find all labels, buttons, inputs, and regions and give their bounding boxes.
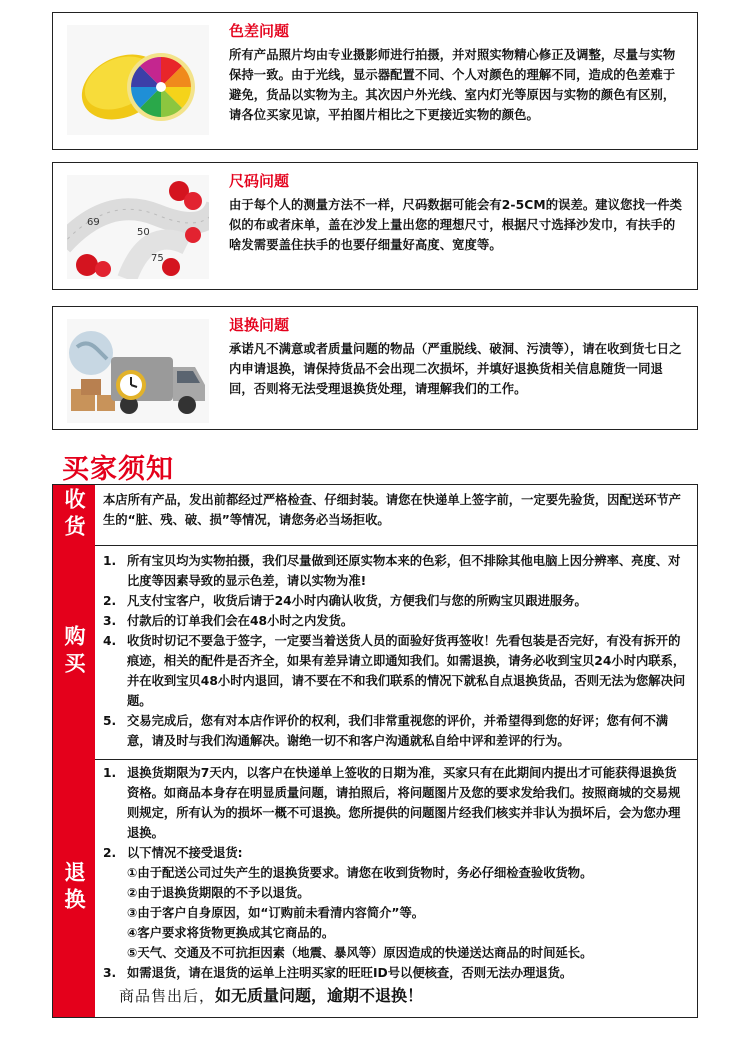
buy-list — [103, 551, 687, 751]
final-statement — [103, 985, 687, 1007]
receive-label-cell — [53, 485, 95, 545]
notice-title: 买家须知 — [62, 454, 174, 485]
returns-section — [53, 759, 697, 1017]
buyer-notice-table — [52, 484, 698, 1018]
list-item: 2. 凡支付宝客户，收货后请于24小时内确认收货，方便我们与您的所购宝贝跟进服务。 — [103, 594, 587, 608]
list-item: 5. 交易完成后，您有对本店作评价的权利，我们非常重视您的评价，并希望得到您的好评；您有何不满意，请及时与我们沟通解决。谢绝一切不和客户沟通就私自给中评和差评的行为。 — [103, 714, 669, 748]
condition-item: ⑤天气、交通及不可抗拒因素（地震、暴风等）原因造成的快递送达商品的时间延长。 — [127, 946, 593, 960]
size-title: 尺码问题 — [229, 172, 290, 190]
condition-item: ④客户要求将货物更换成其它商品的。 — [127, 926, 335, 940]
size-card — [52, 162, 698, 290]
condition-item: ③由于客户自身原因，如“订购前未看清内容简介”等。 — [127, 906, 425, 920]
receive-label: 收货 — [62, 488, 87, 542]
list-item: 2. 以下情况不接受退货: — [103, 846, 243, 860]
receive-text: 本店所有产品，发出前都经过严格检查、仔细封装。请您在快递单上签字前，一定要先验货，因配送环节产生的“脏、残、破、损”等情况，请您务必当场拒收。 — [103, 493, 681, 527]
color-difference-text: 所有产品照片均由专业摄影师进行拍摄，并对照实物精心修正及调整，尽量与实物保持一致。由于光线，显示器配置不同、个人对颜色的理解不同，造成的色差难于避免，货品以实物为主。其次因户外光线、室内灯光等原因与实物的颜色有区别，请各位买家见谅，平拍图片相比之下更接近实物的颜色。 — [229, 48, 676, 122]
color-difference-title: 色差问题 — [229, 22, 290, 40]
color-difference-card — [52, 12, 698, 150]
svg-text:50: 50 — [137, 227, 150, 238]
list-item: 3. 如需退货，请在退货的运单上注明买家的旺旺ID号以便核查，否则无法办理退货。 — [103, 966, 573, 980]
lemon-color-wheel-image — [67, 25, 209, 135]
list-item: 3. 付款后的订单我们会在48小时之内发货。 — [103, 614, 354, 628]
buy-label: 购买 — [62, 625, 87, 679]
list-item: 4. 收货时切记不要急于签字，一定要当着送货人员的面验好货再签收！先看包装是否完好，有没有拆开的痕迹，相关的配件是否齐全，如果有差异请立即通知我们。如需退换，请务必收到宝贝24小时内联系，并在收到宝贝48小时内退回，请不要在不和我们联系的情况下就私自点退换货品，否则无法为您解决问题。 — [103, 634, 686, 708]
receive-section — [53, 485, 697, 546]
returns-text: 承诺凡不满意或者质量问题的物品（严重脱线、破洞、污渍等），请在收到货七日之内申请退换，请保持货品不会出现二次损坏，并填好退换货相关信息随货一同退回，否则将无法受理退换货处理，请理解我们的工作。 — [229, 342, 682, 396]
delivery-truck-image — [67, 319, 209, 423]
buy-section — [53, 545, 697, 760]
returns-card — [52, 306, 698, 430]
condition-item: ①由于配送公司过失产生的退换货要求。请您在收到货物时，务必仔细检查验收货物。 — [127, 866, 593, 880]
final-statement-prefix: 商品售出后， — [119, 987, 216, 1005]
non-return-conditions — [103, 863, 687, 963]
measuring-tape-image — [67, 175, 209, 279]
svg-text:69: 69 — [87, 217, 100, 228]
returns-title: 退换问题 — [229, 316, 290, 334]
returns-label: 退换 — [62, 861, 87, 915]
final-statement-emphasis: 如无质量问题，逾期不退换！ — [215, 986, 424, 1005]
returns-label-cell — [53, 759, 95, 1017]
size-text: 由于每个人的测量方法不一样，尺码数据可能会有2-5CM的误差。建议您找一件类似的布或者床单，盖在沙发上量出您的理想尺寸，根据尺寸选择沙发巾，有扶手的啥发需要盖住扶手的也要仔细量好高度、宽度等。 — [229, 198, 683, 252]
buy-label-cell — [53, 545, 95, 759]
svg-text:75: 75 — [151, 253, 164, 264]
list-item: 1. 所有宝贝均为实物拍摄，我们尽量做到还原实物本来的色彩，但不排除其他电脑上因分辨率、亮度、对比度等因素导致的显示色差，请以实物为准! — [103, 554, 681, 588]
returns-list — [103, 763, 687, 863]
returns-list-continued — [103, 963, 687, 983]
list-item: 1. 退换货期限为7天内，以客户在快递单上签收的日期为准，买家只有在此期间内提出才可能获得退换货资格。如商品本身存在明显质量问题，请拍照后，将问题图片及您的要求发给我们。按照商城的交易规则规定，所有认为的损坏一概不可退换。您所提供的问题图片经我们核实并非认为损坏后，会为您办理退换。 — [103, 766, 681, 840]
condition-item: ②由于退换货期限的不予以退货。 — [127, 886, 310, 900]
